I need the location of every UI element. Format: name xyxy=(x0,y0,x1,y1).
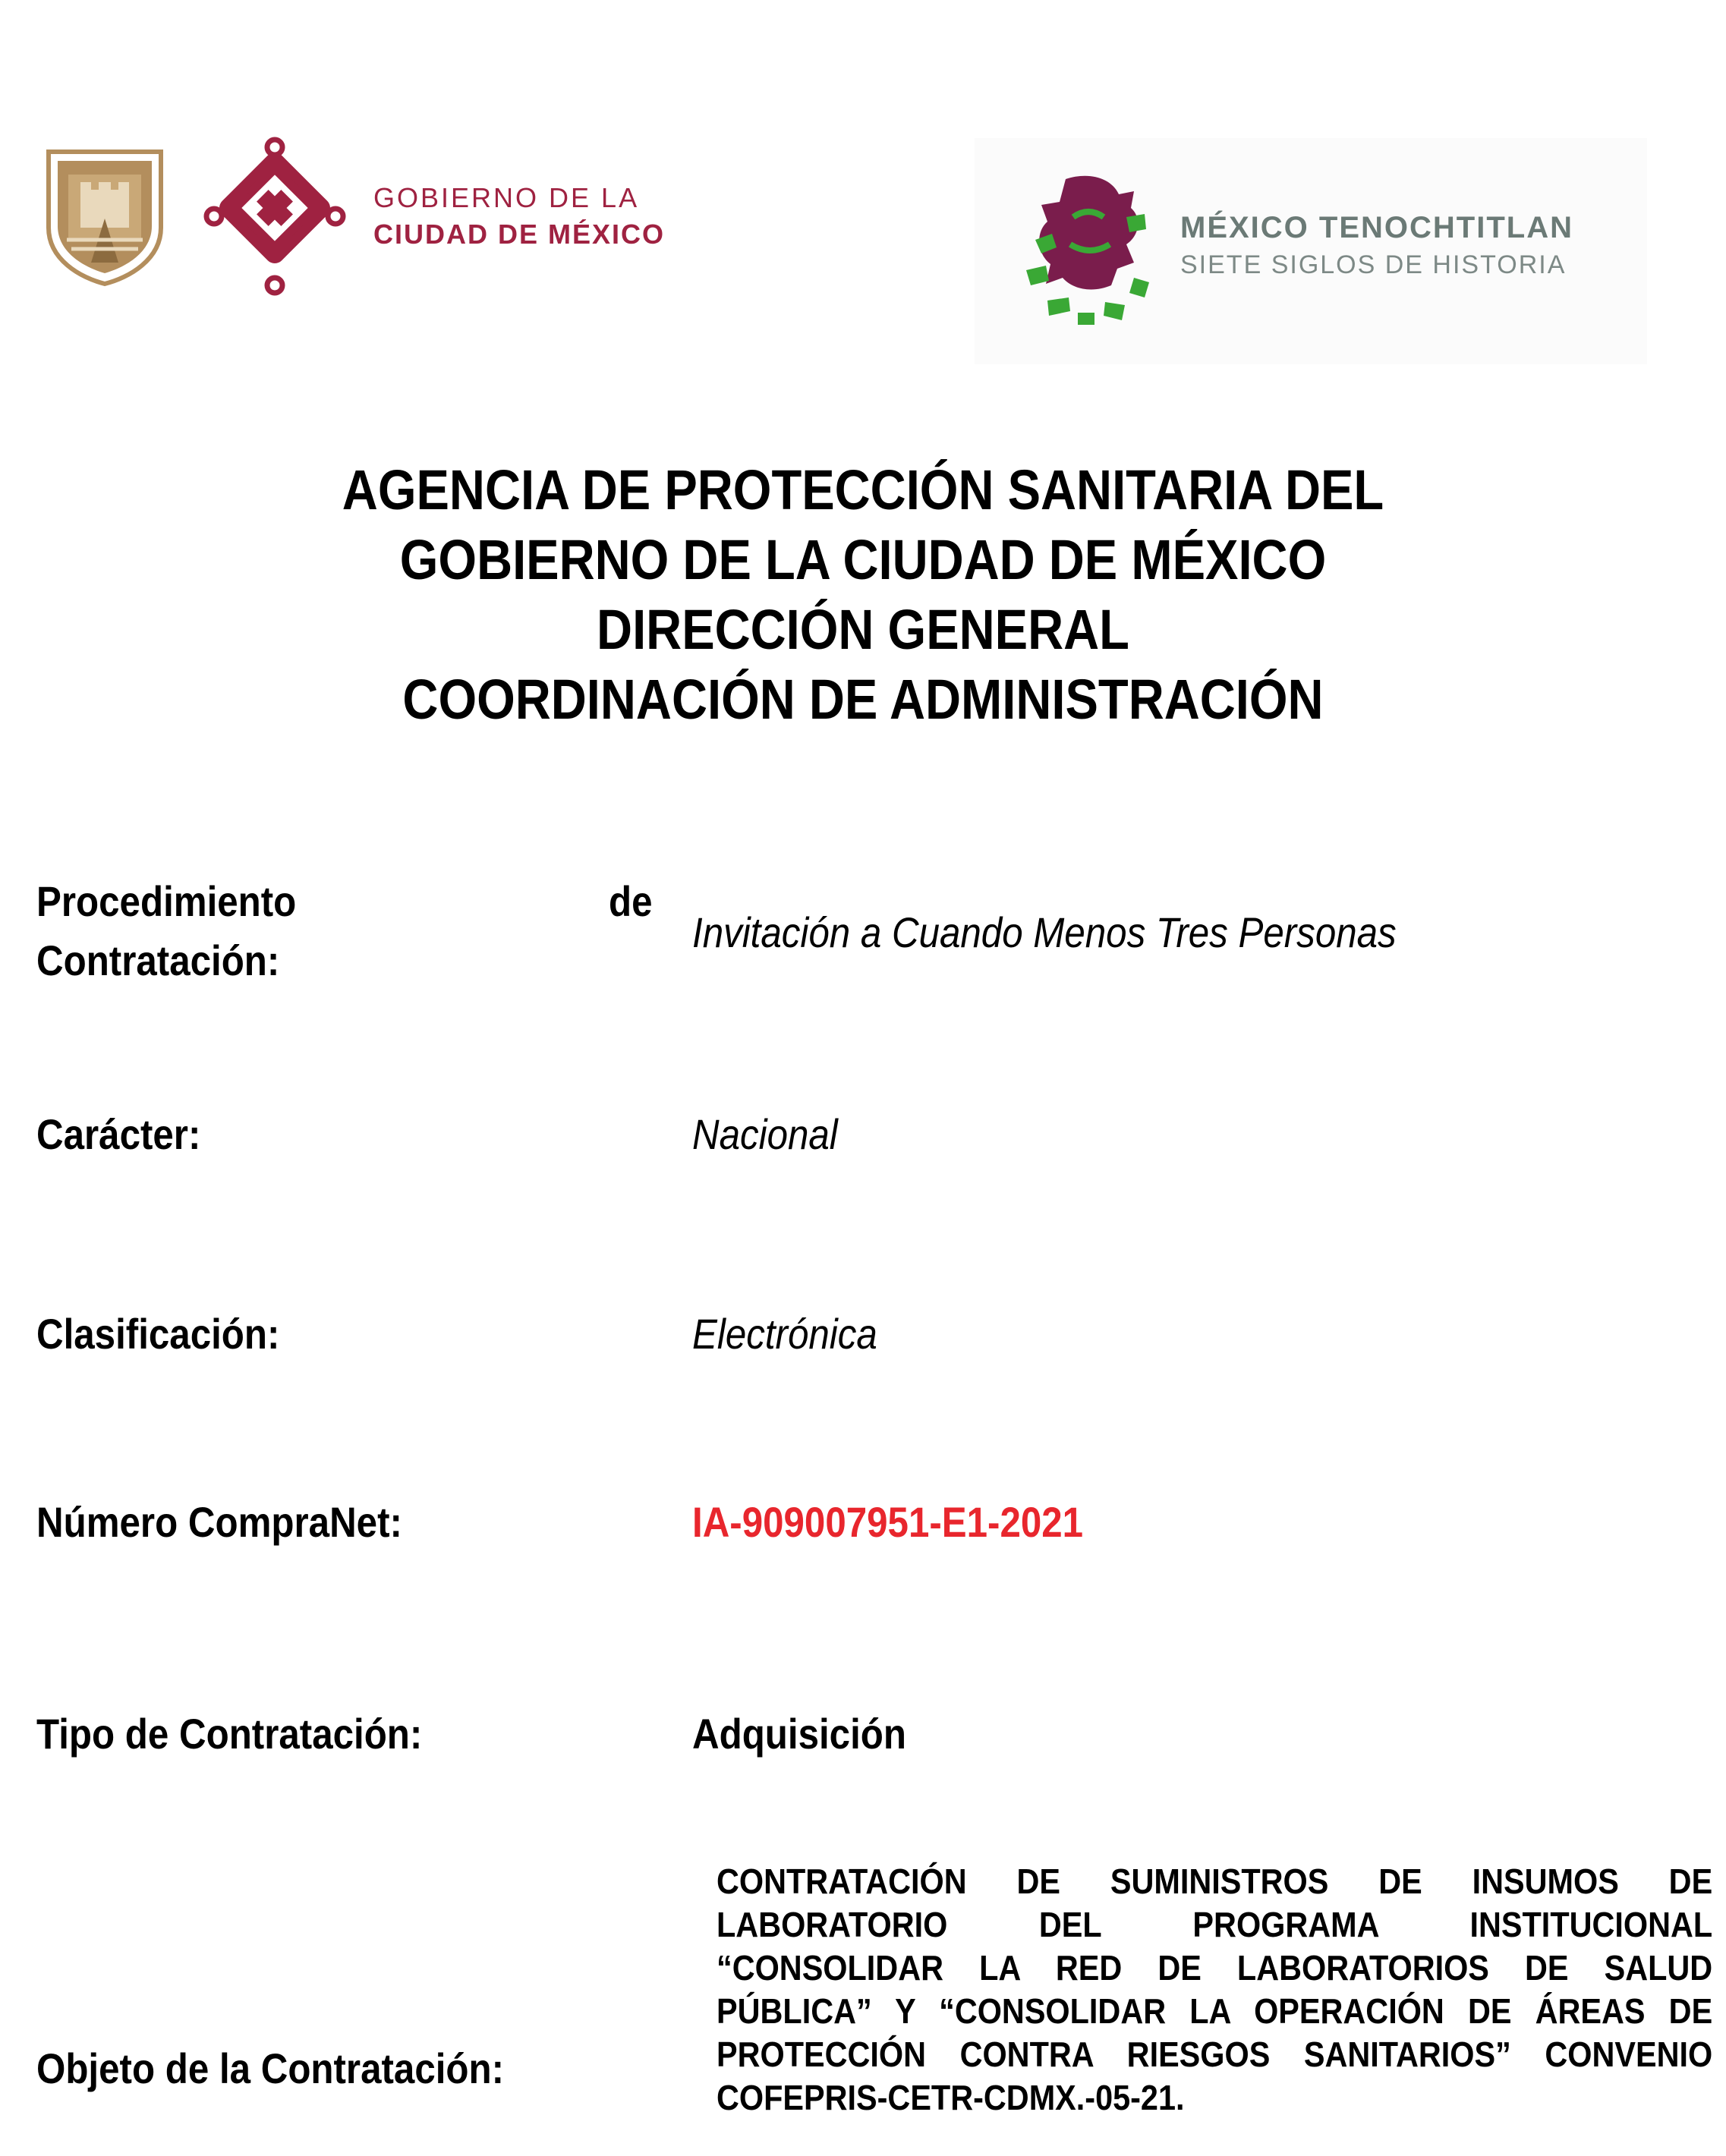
title-line-3: DIRECCIÓN GENERAL xyxy=(597,598,1129,661)
procedimiento-label-part2: de xyxy=(609,877,653,925)
commemorative-logo-line1: MÉXICO TENOCHTITLAN xyxy=(1180,211,1573,244)
objeto-value-line: PROTECCIÓN CONTRA RIESGOS SANITARIOS” CONVENIO xyxy=(717,2035,1713,2074)
objeto-value-line: COFEPRIS-CETR-CDMX.-05-21. xyxy=(717,2078,1185,2117)
gov-logo-line1: GOBIERNO DE LA xyxy=(373,182,640,213)
title-line-2: GOBIERNO DE LA CIUDAD DE MÉXICO xyxy=(399,528,1327,591)
procedimiento-value: Invitación a Cuando Menos Tres Personas xyxy=(692,908,1397,956)
objeto-value-line: PÚBLICA” Y “CONSOLIDAR LA OPERACIÓN DE ÁREAS DE xyxy=(717,1991,1713,2031)
objeto-value xyxy=(717,1860,1712,2120)
caracter-value: Nacional xyxy=(692,1110,838,1158)
tipo-contratacion-value: Adquisición xyxy=(692,1710,906,1758)
tenochtitlan-glyph-icon xyxy=(1020,172,1155,327)
objeto-value-line: “CONSOLIDAR LA RED DE LABORATORIOS DE SALUD xyxy=(717,1948,1713,1988)
procedimiento-label-part3: Contratación: xyxy=(36,936,280,984)
objeto-value-line: CONTRATACIÓN DE SUMINISTROS DE INSUMOS DE xyxy=(717,1862,1713,1901)
caracter-label: Carácter: xyxy=(36,1110,201,1158)
tipo-contratacion-label: Tipo de Contratación: xyxy=(36,1710,423,1758)
numero-compranet-value: IA-909007951-E1-2021 xyxy=(692,1498,1084,1546)
gov-logo-line2: CIUDAD DE MÉXICO xyxy=(373,219,666,250)
objeto-label: Objeto de la Contratación: xyxy=(36,2044,505,2092)
commemorative-logo-line2: SIETE SIGLOS DE HISTORIA xyxy=(1180,250,1567,279)
title-line-4: COORDINACIÓN DE ADMINISTRACIÓN xyxy=(402,668,1324,731)
numero-compranet-label: Número CompraNet: xyxy=(36,1498,402,1546)
title-line-1: AGENCIA DE PROTECCIÓN SANITARIA DEL xyxy=(342,458,1384,521)
cdmx-shield-icon xyxy=(44,149,165,287)
clasificacion-label: Clasificación: xyxy=(36,1310,280,1358)
objeto-value-line: LABORATORIO DEL PROGRAMA INSTITUCIONAL xyxy=(717,1905,1713,1944)
cdmx-knot-icon xyxy=(203,137,346,296)
procedimiento-label-part1: Procedimiento xyxy=(36,877,297,925)
clasificacion-value: Electrónica xyxy=(692,1310,877,1358)
